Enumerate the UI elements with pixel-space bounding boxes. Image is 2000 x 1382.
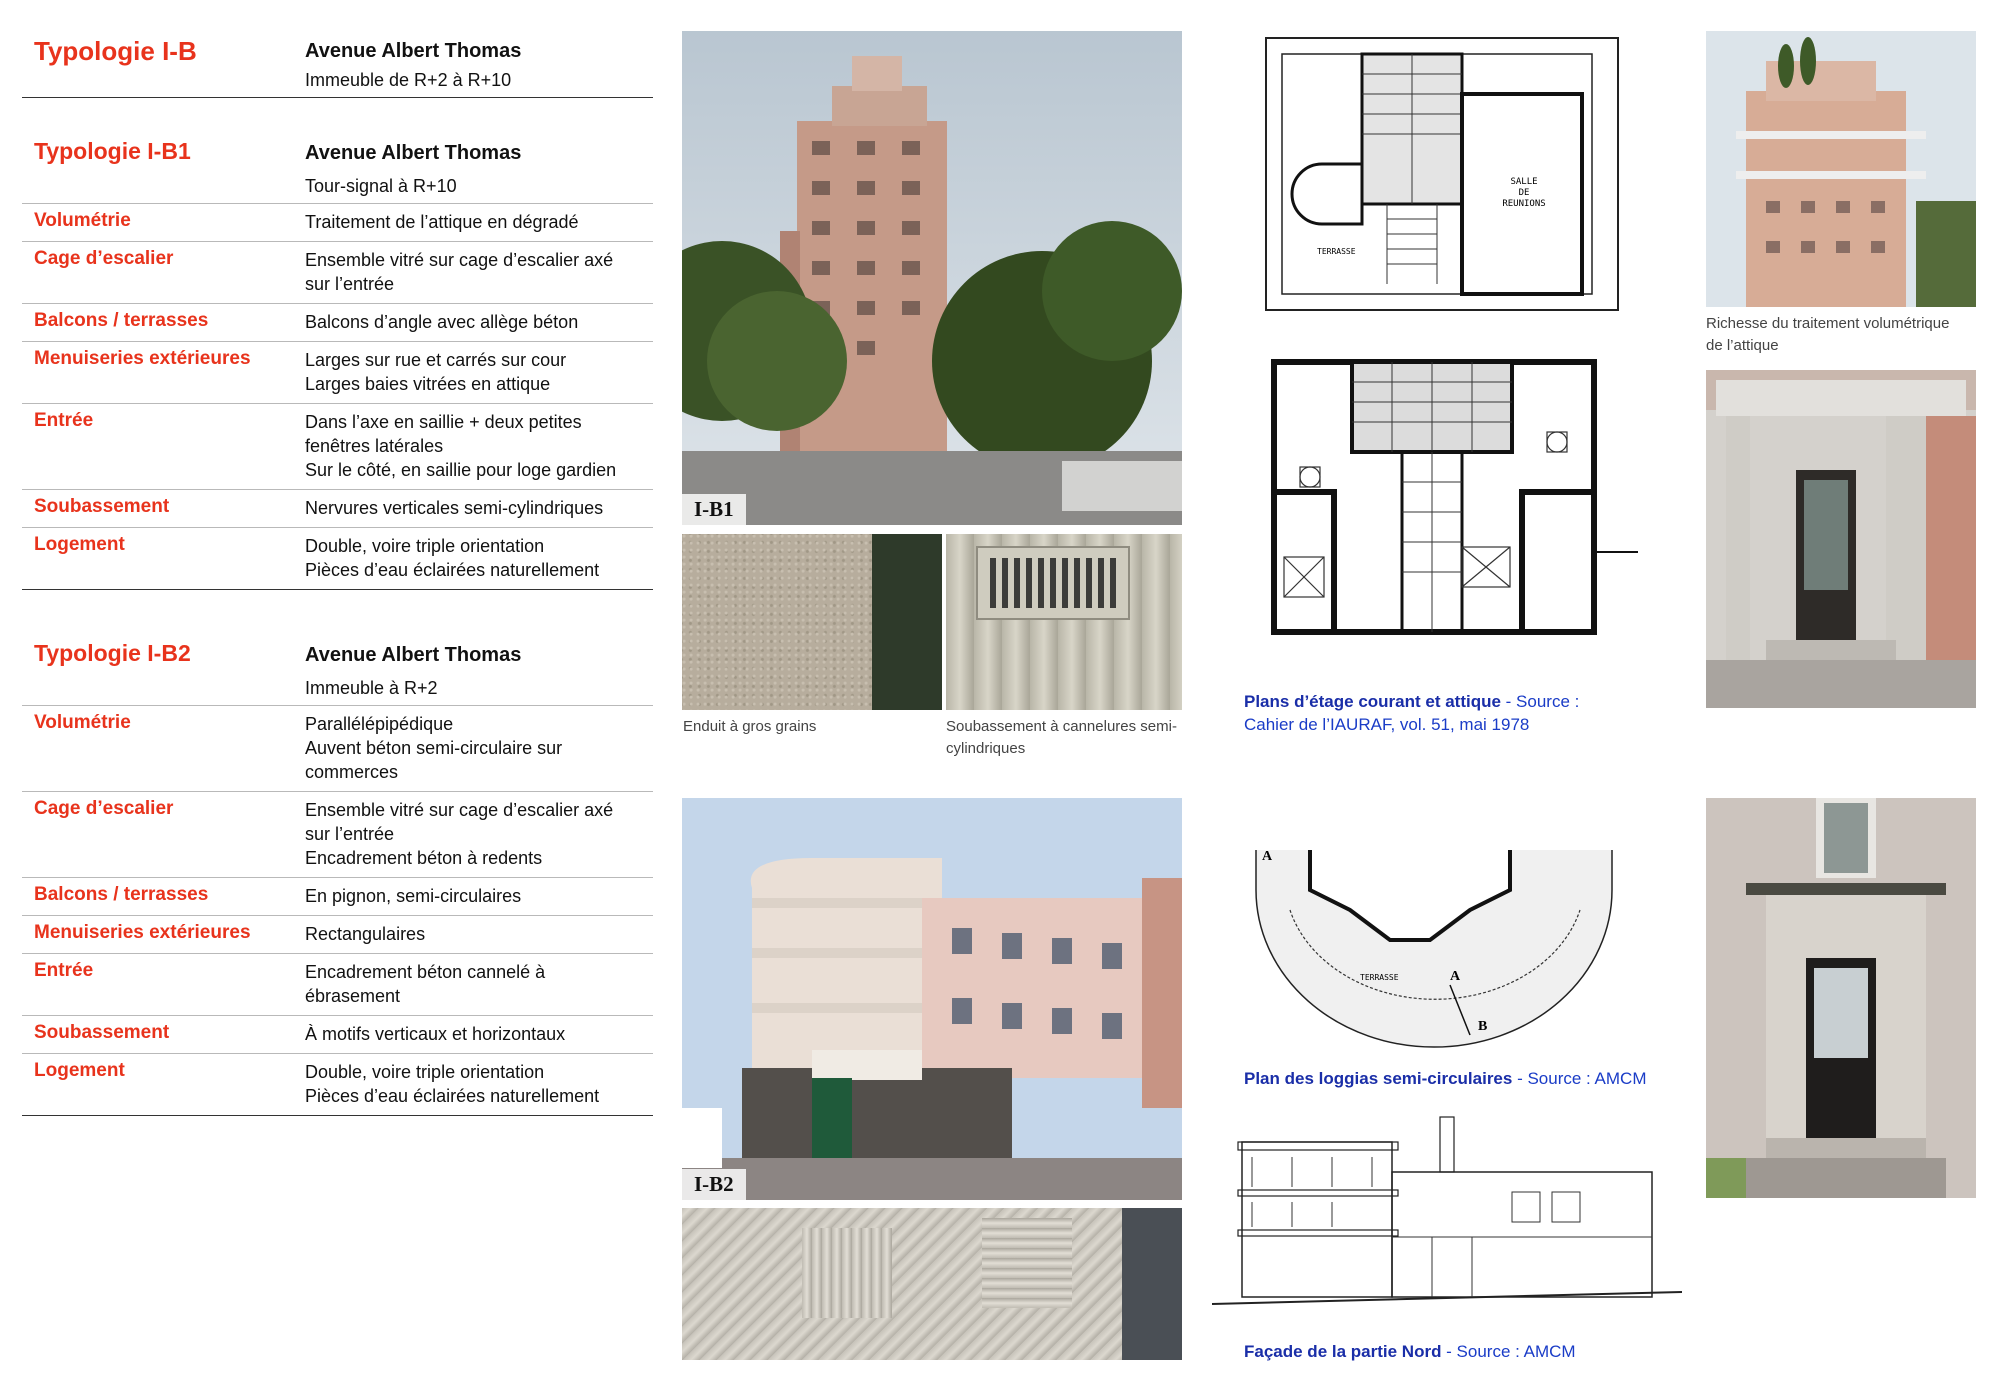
row-label: Entrée (34, 410, 94, 431)
caption-facade-source: - Source : AMCM (1441, 1342, 1576, 1361)
row-value: Ensemble vitré sur cage d’escalier axé sur l’entrée (305, 250, 614, 294)
caption-loggia-source: - Source : AMCM (1512, 1069, 1647, 1088)
caption-floor-plans-title: Plans d’étage courant et attique (1244, 692, 1501, 711)
attic-floor-plan (1262, 34, 1622, 316)
table-row (22, 303, 653, 341)
enduit-texture-photo (682, 534, 942, 710)
section-b-label: B (1478, 1019, 1488, 1034)
row-label: Menuiseries extérieures (34, 348, 251, 369)
typology-ib2-rows (22, 705, 653, 1116)
typology-ib-subtitle: Immeuble de R+2 à R+10 (22, 70, 653, 98)
typology-ib2-table (22, 634, 653, 1116)
caption-loggia-title: Plan des loggias semi-circulaires (1244, 1069, 1513, 1088)
caption-cannelures: Soubassement à cannelures semi- cylindriques (946, 718, 1177, 757)
row-value: Dans l’axe en saillie + deux petites fenêtres latérales Sur le côté, en saillie pour loge gardien (305, 412, 617, 480)
vent-grille (976, 546, 1130, 620)
table-row (22, 705, 653, 791)
loggia-plan (1250, 830, 1620, 1052)
table-row (22, 915, 653, 953)
row-label: Cage d’escalier (34, 248, 174, 269)
row-value: Ensemble vitré sur cage d’escalier axé sur l’entrée Encadrement béton à redents (305, 800, 614, 868)
entrance-b2-illustration (1706, 798, 1976, 1198)
caption-north-facade (1244, 1340, 1576, 1363)
row-value: À motifs verticaux et horizontaux (305, 1024, 566, 1044)
table-row (22, 403, 653, 489)
typology-ib1-table (22, 132, 653, 590)
row-label: Cage d’escalier (34, 798, 174, 819)
table-row (22, 341, 653, 403)
north-facade-elevation (1212, 1112, 1682, 1310)
row-value: Rectangulaires (305, 924, 426, 944)
typology-ib-title: Typologie I-B (34, 36, 197, 66)
tower-illustration (682, 31, 1182, 525)
caption-floor-plans-source: - Source : Cahier de l’IAURAF, vol. 51, mai 1978 (1244, 692, 1580, 734)
motif-square-2 (982, 1218, 1072, 1308)
table-row (22, 791, 653, 877)
caption-enduit: Enduit à gros grains (683, 718, 817, 735)
typical-floor-plan (1262, 352, 1650, 652)
corner-building-illustration (682, 798, 1182, 1200)
row-value: Larges sur rue et carrés sur cour Larges baies vitrées en attique (305, 350, 567, 394)
typology-ib1-title: Typologie I-B1 (34, 138, 191, 164)
motif-square-1 (802, 1228, 892, 1318)
typology-ib2-street: Avenue Albert Thomas (305, 644, 522, 666)
section-a-label: A (1262, 849, 1273, 864)
attic-detail-illustration (1706, 31, 1976, 307)
loggia-terrace-label: TERRASSE (1360, 973, 1399, 982)
table-row (22, 489, 653, 527)
typology-ib2-subtitle: Immeuble à R+2 (305, 678, 438, 698)
row-label: Balcons / terrasses (34, 310, 209, 331)
caption-facade-title: Façade de la partie Nord (1244, 1342, 1442, 1361)
typology-ib-block (22, 30, 653, 98)
typology-ib1-street: Avenue Albert Thomas (305, 142, 522, 164)
caption-attic: Richesse du traitement volumétrique de l’attique (1706, 315, 1950, 354)
table-row (22, 241, 653, 303)
row-value: Balcons d’angle avec allège béton (305, 312, 579, 332)
tower-photo-ib1 (682, 31, 1182, 525)
photo-tag-ib2: I-B2 (682, 1169, 746, 1200)
table-row (22, 1053, 653, 1115)
row-value: Parallélépipédique Auvent béton semi-circulaire sur commerces (305, 714, 563, 782)
row-label: Logement (34, 534, 125, 555)
entrance-photo-b1 (1706, 370, 1976, 708)
caption-floor-plans (1244, 690, 1579, 736)
row-label: Soubassement (34, 496, 170, 517)
row-label: Volumétrie (34, 712, 131, 733)
attic-detail-photo (1706, 31, 1976, 307)
cannelures-photo (946, 534, 1182, 710)
typology-ib-street: Avenue Albert Thomas (305, 40, 522, 62)
entrance-photo-b2 (1706, 798, 1976, 1198)
table-row (22, 877, 653, 915)
row-label: Entrée (34, 960, 94, 981)
row-label: Volumétrie (34, 210, 131, 231)
table-row (22, 1015, 653, 1053)
row-value: Nervures verticales semi-cylindriques (305, 498, 604, 518)
entrance-b1-illustration (1706, 370, 1976, 708)
table-row (22, 203, 653, 241)
motif-texture-photo (682, 1208, 1182, 1360)
corner-building-photo-ib2 (682, 798, 1182, 1200)
row-value: Traitement de l’attique en dégradé (305, 212, 579, 232)
motif-dark-edge (1122, 1208, 1182, 1360)
row-label: Menuiseries extérieures (34, 922, 251, 943)
section-a-label-2: A (1450, 969, 1461, 984)
room-label: SALLE DE REUNIONS (1502, 177, 1546, 209)
enduit-dark-edge (872, 534, 942, 710)
row-value: En pignon, semi-circulaires (305, 886, 522, 906)
typology-ib2-title: Typologie I-B2 (34, 640, 191, 666)
typology-ib1-subtitle: Tour-signal à R+10 (305, 176, 457, 196)
photo-tag-ib1: I-B1 (682, 494, 746, 525)
row-value: Double, voire triple orientation Pièces d’eau éclairées naturellement (305, 536, 600, 580)
row-label: Logement (34, 1060, 125, 1081)
row-value: Double, voire triple orientation Pièces d’eau éclairées naturellement (305, 1062, 600, 1106)
table-row (22, 527, 653, 589)
row-value: Encadrement béton cannelé à ébrasement (305, 962, 546, 1006)
row-label: Soubassement (34, 1022, 170, 1043)
table-row (22, 953, 653, 1015)
row-label: Balcons / terrasses (34, 884, 209, 905)
caption-loggia-plan (1244, 1067, 1646, 1090)
typology-ib1-rows (22, 203, 653, 590)
terrace-label: TERRASSE (1317, 247, 1356, 256)
